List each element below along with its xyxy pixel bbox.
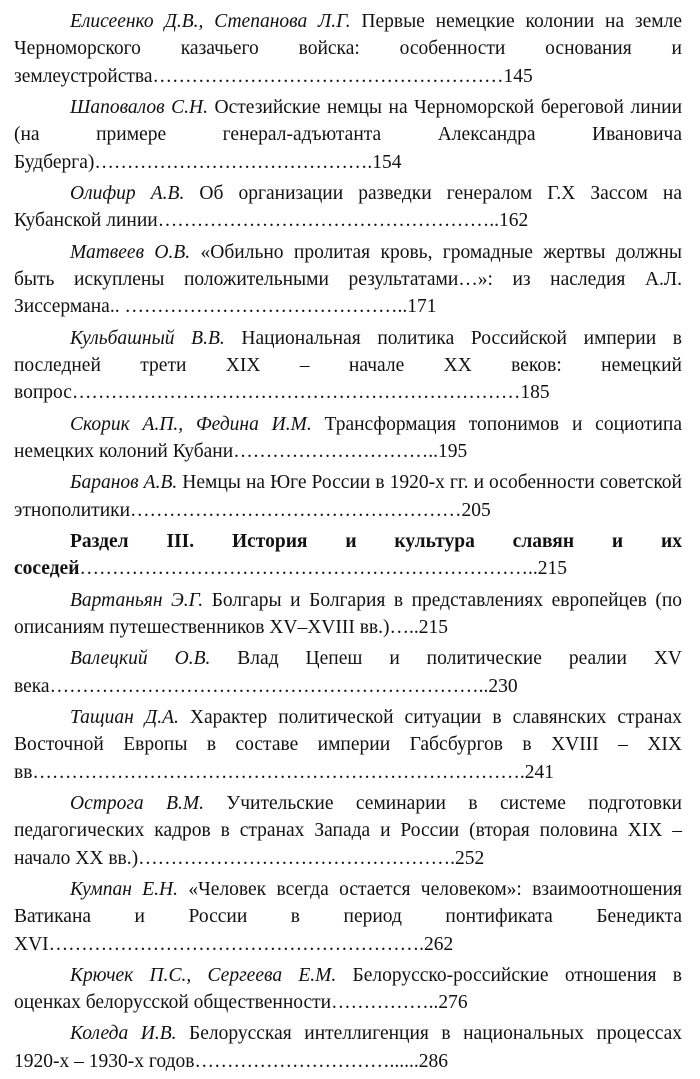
toc-entry-title: Характер политической ситуации в славянских странах Восточной Европы в составе империи Габсбургов в XVIII – XIX вв — [14, 706, 683, 783]
toc-entry — [14, 239, 682, 321]
toc-entry-author: Коледа И.В. — [70, 1023, 177, 1045]
toc-entry-author: Валецкий О.В. — [70, 648, 211, 670]
toc-entry-title: Учительские семинарии в системе подготовки педагогических кадров в странах Запада и России (вторая половина XIX – начало XX вв.) — [14, 792, 682, 869]
toc-entry-page: 195 — [437, 441, 468, 463]
toc-entry-title: Болгары и Болгария в представлениях европейцев (по описаниям путешественников XV–XVIII вв.) — [14, 589, 683, 638]
toc-entry-author: Скорик А.П., Федина И.М. — [70, 413, 312, 435]
toc-entry — [14, 180, 682, 235]
toc-entry-page: 215 — [418, 616, 449, 638]
toc-entry-leader: …………………………………………………………… — [71, 382, 521, 404]
toc-entry-leader: …………………………………………………. — [48, 933, 425, 955]
toc-entry-title: «Обильно пролитая кровь, громадные жертвы должны быть искуплены положительными результатами…»: из наследия А.Л. Зиссермана.. — [14, 241, 682, 318]
toc-entry-author: Острога В.М. — [70, 792, 204, 814]
toc-entry-leader: …………………………………………….. — [157, 210, 499, 232]
toc-entry — [14, 704, 682, 786]
toc-entry — [14, 8, 682, 90]
toc-entry-title: Трансформация топонимов и социотипа немецких колоний Кубани — [14, 413, 682, 463]
toc-entry-page: 145 — [503, 65, 533, 87]
toc-entry-page: 215 — [537, 558, 567, 580]
toc-entry-author: Олифир А.В. — [70, 183, 185, 205]
toc-entry-page: 162 — [498, 210, 529, 232]
toc-entry — [14, 325, 682, 407]
toc-entry — [14, 645, 682, 700]
toc-entry-page: 154 — [372, 151, 402, 173]
toc-entry-page: 171 — [407, 296, 437, 318]
toc-entry-leader: …………………………………………………………………. — [32, 761, 525, 783]
toc-entry-author: Баранов А.В. — [70, 472, 178, 494]
toc-entry-leader: …………………………………………. — [138, 847, 455, 869]
toc-entry-title: Первые немецкие колонии на земле Черноморского казачьего войска: особенности основания и землеустройства — [14, 11, 683, 87]
toc-entry-leader: ……………………………………………… — [152, 65, 504, 87]
toc-entry-leader: …………………………………………………………….. — [79, 558, 538, 580]
toc-section-title: Раздел III. История и культура славян и их соседей — [14, 530, 682, 580]
toc-entry — [14, 587, 682, 642]
toc-entry-leader: …………………………………………… — [130, 499, 462, 521]
toc-entry — [14, 790, 682, 872]
toc-entry-leader: …………………………………….. — [119, 296, 408, 318]
toc-entry-title: Белорусско-российские отношения в оценках белорусской общественности — [14, 964, 683, 1014]
table-of-contents — [14, 8, 682, 1079]
toc-entry-author: Кульбашный В.В. — [70, 327, 225, 349]
toc-entry-author: Шаповалов С.Н. — [70, 97, 208, 119]
toc-entry — [14, 876, 682, 958]
toc-entry — [14, 469, 682, 524]
toc-entry-page: 252 — [455, 847, 485, 869]
toc-entry-author: Крючек П.С., Сергеева Е.М. — [70, 964, 337, 986]
toc-entry-author: Кумпан Е.Н. — [70, 878, 178, 900]
toc-entry-leader: ………………………………………………………….. — [49, 675, 489, 697]
toc-entry-title: «Человек всегда остается человеком»: взаимоотношения Ватикана и России в период понтификата Бенедикта XVI — [14, 878, 682, 955]
toc-entry-title: Остезийские немцы на Черноморской береговой линии (на примере генерал-адъютанта Александра Ивановича Будберга) — [14, 97, 683, 173]
toc-entry-page: 230 — [488, 675, 518, 697]
toc-entry-author: Матвеев О.В. — [70, 241, 191, 263]
toc-entry-leader: …………….. — [331, 992, 439, 1014]
toc-entry-title: Влад Цепеш и политические реалии XV века — [14, 648, 682, 697]
toc-entry-leader: …………………………...... — [194, 1050, 419, 1072]
toc-entry-page: 205 — [461, 499, 491, 521]
toc-entry-page: 241 — [524, 761, 555, 783]
toc-entry — [14, 411, 682, 466]
toc-entry-page: 286 — [418, 1050, 448, 1072]
toc-entry-title: Об организации разведки генералом Г.Х Зассом на Кубанской линии — [14, 183, 683, 232]
toc-entry-title: Немцы на Юге России в 1920-х гг. и особенности советской этнополитики — [14, 472, 682, 521]
toc-entry-author: Елисеенко Д.В., Степанова Л.Г. — [70, 11, 351, 32]
toc-entry — [14, 962, 682, 1017]
toc-entry-title: Белорусская интеллигенция в национальных процессах 1920-х – 1930-х годов — [14, 1023, 682, 1072]
toc-section-heading — [14, 528, 682, 583]
toc-entry-page: 185 — [520, 382, 550, 404]
toc-entry-page: 276 — [438, 992, 468, 1014]
toc-entry-leader: ……………………………………. — [94, 151, 373, 173]
toc-entry — [14, 94, 682, 176]
toc-entry — [14, 1020, 682, 1075]
toc-entry-leader: ………………………….. — [233, 441, 438, 463]
toc-entry-author: Вартаньян Э.Г. — [70, 589, 204, 611]
toc-entry-title: Национальная политика Российской империи в последней трети XIX – начале XX веков: немецкий вопрос — [14, 327, 682, 404]
toc-entry-leader: ….. — [389, 616, 419, 638]
toc-entry-author: Тащиан Д.А. — [70, 706, 179, 728]
toc-entry-page: 262 — [424, 933, 454, 955]
